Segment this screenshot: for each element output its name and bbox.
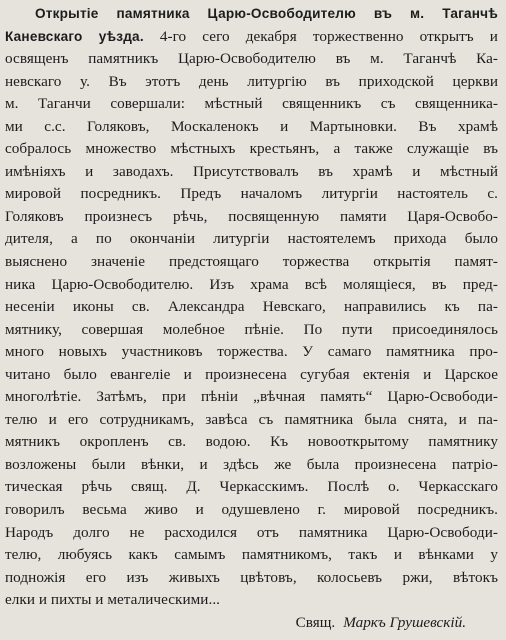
article-line: много новыхъ участниковъ торжества. У самаго памятника про- bbox=[5, 343, 498, 361]
article-line: Голяковъ произнесъ рѣчь, посвященную памяти Царя-Освобо- bbox=[5, 207, 498, 225]
article-title-continued: Каневскаго уѣзда. bbox=[5, 28, 144, 44]
article-line: невскаго у. Въ этотъ день литургію въ приходской церкви bbox=[5, 72, 498, 90]
signature-name: Маркъ Грушевскій. bbox=[343, 614, 466, 631]
article-line: возложены были вѣнки, и здѣсь же была произнесена патріо- bbox=[5, 455, 498, 473]
article-line: многолѣтіе. Затѣмъ, при пѣніи „вѣчная память“ Царю-Освободи- bbox=[5, 388, 498, 406]
article-line: телю и его сотрудникамъ, завѣса съ памятника была снята, и па- bbox=[5, 410, 498, 428]
article-body bbox=[5, 3, 498, 612]
signature bbox=[296, 612, 466, 634]
article-line: подножія его изъ живыхъ цвѣтовъ, колосьевъ ржи, вѣтокъ bbox=[5, 568, 498, 586]
article-line: ника Царю-Освободителю. Изъ храма всѣ молящіеся, въ пред- bbox=[5, 275, 498, 293]
article-line: тическая рѣчь свящ. Д. Черкасскимъ. Послѣ о. Черкасскаго bbox=[5, 478, 498, 496]
article-text: 4-го сего декабря торжественно открытъ и bbox=[159, 27, 498, 45]
article-line: телю, любуясь какъ самымъ памятникомъ, такъ и вѣнками у bbox=[5, 546, 498, 564]
article-lines bbox=[5, 48, 498, 612]
article-line: читано было евангеліе и произнесена сугубая ектенія и Царское bbox=[5, 365, 498, 383]
signature-title: Свящ. bbox=[295, 614, 336, 631]
article-line: говорилъ весьма живо и одушевлено г. мировой посредникъ. bbox=[5, 501, 498, 519]
article-line: собралось множество мѣстныхъ крестьянъ, а также служащіе въ bbox=[5, 140, 498, 158]
article-line: имѣніяхъ и заводахъ. Присутствовалъ въ храмѣ и мѣстный bbox=[5, 162, 498, 180]
article-line: мятнику, совершая молебное пѣніе. По пути присоединялось bbox=[5, 320, 498, 338]
article-line: мятникъ окропленъ св. водою. Къ новооткрытому памятнику bbox=[5, 433, 498, 451]
article-line: елки и пихты и металическими... bbox=[5, 591, 221, 609]
article-line: Народъ долго не расходился отъ памятника Царю-Освободи- bbox=[5, 523, 498, 541]
article-line: освященъ памятникъ Царю-Освободителю въ м. Таганчѣ Ка- bbox=[5, 50, 498, 68]
article-line: выяснено значеніе предстоящаго торжества открытія памят- bbox=[5, 253, 498, 271]
article-line: дителя, а по окончаніи литургіи настоятелемъ прихода было bbox=[5, 230, 498, 248]
article-line bbox=[5, 26, 498, 49]
article-line bbox=[5, 3, 498, 26]
article-line: ми с.с. Голяковъ, Москаленокъ и Мартыновки. Въ храмѣ bbox=[5, 117, 498, 135]
article-title: Открытіе памятника Царю-Освободителю въ м. Таганчѣ bbox=[35, 6, 498, 21]
article-line: м. Таганчи совершали: мѣстный священникъ съ священника- bbox=[5, 95, 498, 113]
article-line: несеніи иконы св. Александра Невскаго, направились къ па- bbox=[5, 298, 498, 316]
article-line: мировой посредникъ. Предъ началомъ литургіи настоятель с. bbox=[5, 185, 498, 203]
